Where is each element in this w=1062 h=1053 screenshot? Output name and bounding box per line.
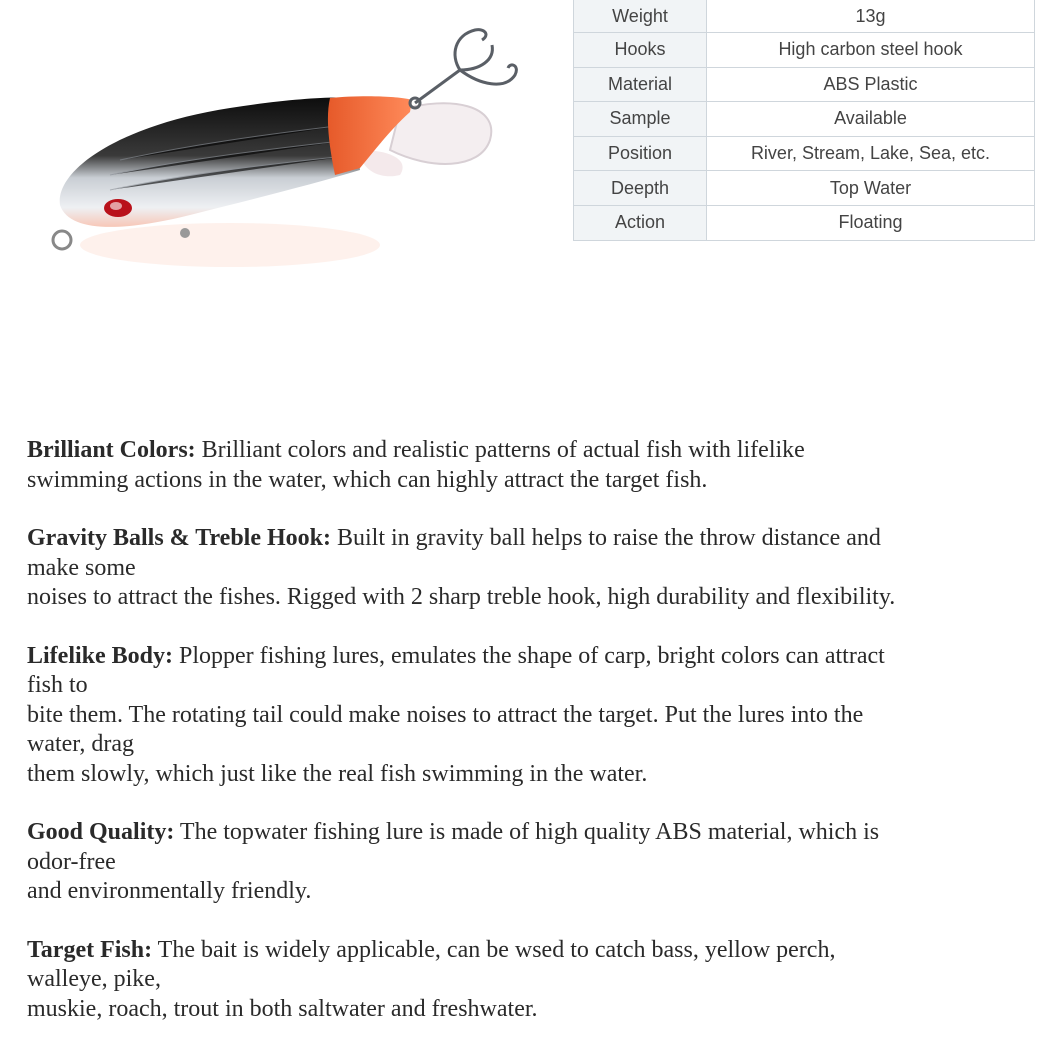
spec-row <box>574 0 1035 33</box>
feature-text: The topwater fishing lure is made of high quality ABS material, which is <box>174 819 880 845</box>
feature-text: bite them. The rotating tail could make noises to attract the target. Put the lures into the <box>27 701 864 728</box>
feature-text: them slowly, which just like the real fish swimming in the water. <box>27 760 648 787</box>
feature-line <box>27 936 1062 966</box>
feature-label: Lifelike Body: <box>27 642 174 669</box>
feature-line <box>27 760 1062 790</box>
feature-text: muskie, roach, trout in both saltwater and freshwater. <box>27 995 538 1022</box>
nose-ring <box>53 231 71 249</box>
feature-line <box>27 877 1062 907</box>
spec-key: Deepth <box>574 171 707 206</box>
feature-paragraph <box>27 818 1062 907</box>
spec-value: ABS Plastic <box>707 67 1035 102</box>
feature-text: swimming actions in the water, which can highly attract the target fish. <box>27 466 708 493</box>
feature-label: Target Fish: <box>27 936 153 963</box>
spec-key: Sample <box>574 102 707 137</box>
spec-row <box>574 171 1035 206</box>
spec-key: Material <box>574 67 707 102</box>
feature-text: Built in gravity ball helps to raise the throw distance and <box>331 525 881 551</box>
feature-text: Plopper fishing lures, emulates the shape of carp, bright colors can attract <box>173 642 885 669</box>
feature-label: Gravity Balls & Treble Hook: <box>27 525 331 551</box>
feature-line <box>27 701 1062 731</box>
feature-line <box>27 671 1062 701</box>
spec-row <box>574 205 1035 240</box>
spec-row <box>574 136 1035 171</box>
lure-illustration <box>30 0 550 300</box>
feature-text: odor-free <box>27 848 116 875</box>
feature-text: The bait is widely applicable, can be wsed to catch bass, yellow perch, <box>152 936 836 963</box>
spec-row <box>574 102 1035 137</box>
spec-row <box>574 67 1035 102</box>
treble-hook-icon <box>410 30 516 108</box>
feature-paragraph <box>27 936 1062 1025</box>
feature-paragraph <box>27 642 1062 790</box>
spec-value: 13g <box>707 0 1035 33</box>
spec-value: Floating <box>707 205 1035 240</box>
feature-label: Brilliant Colors: <box>27 437 196 463</box>
feature-label: Good Quality: <box>27 819 175 845</box>
feature-text: fish to <box>27 672 88 698</box>
feature-line <box>27 554 1062 584</box>
feature-paragraph <box>27 436 1062 495</box>
feature-text: and environmentally friendly. <box>27 878 312 904</box>
feature-line <box>27 642 1062 672</box>
feature-paragraph <box>27 524 1062 613</box>
feature-line <box>27 730 1062 760</box>
feature-text: Brilliant colors and realistic patterns of actual fish with lifelike <box>195 437 805 463</box>
feature-text: water, drag <box>27 731 134 757</box>
lure-product-image <box>30 0 550 300</box>
spec-value: High carbon steel hook <box>707 33 1035 68</box>
feature-line <box>27 524 1062 554</box>
feature-text: make some <box>27 554 136 581</box>
feature-text: walleye, pike, <box>27 966 161 992</box>
feature-line <box>27 965 1062 995</box>
feature-line <box>27 436 1062 466</box>
feature-description <box>27 436 1062 1053</box>
feature-text: noises to attract the fishes. Rigged with 2 sharp treble hook, high durability and flexibility. <box>27 584 896 610</box>
spec-key: Weight <box>574 0 707 33</box>
feature-line <box>27 848 1062 878</box>
spec-row <box>574 33 1035 68</box>
feature-line <box>27 466 1062 496</box>
feature-line <box>27 995 1062 1025</box>
spec-value: River, Stream, Lake, Sea, etc. <box>707 136 1035 171</box>
spec-key: Action <box>574 205 707 240</box>
spec-value: Top Water <box>707 171 1035 206</box>
spec-key: Hooks <box>574 33 707 68</box>
spec-value: Available <box>707 102 1035 137</box>
spec-table <box>573 0 1035 241</box>
spec-key: Position <box>574 136 707 171</box>
feature-line <box>27 583 1062 613</box>
feature-line <box>27 818 1062 848</box>
